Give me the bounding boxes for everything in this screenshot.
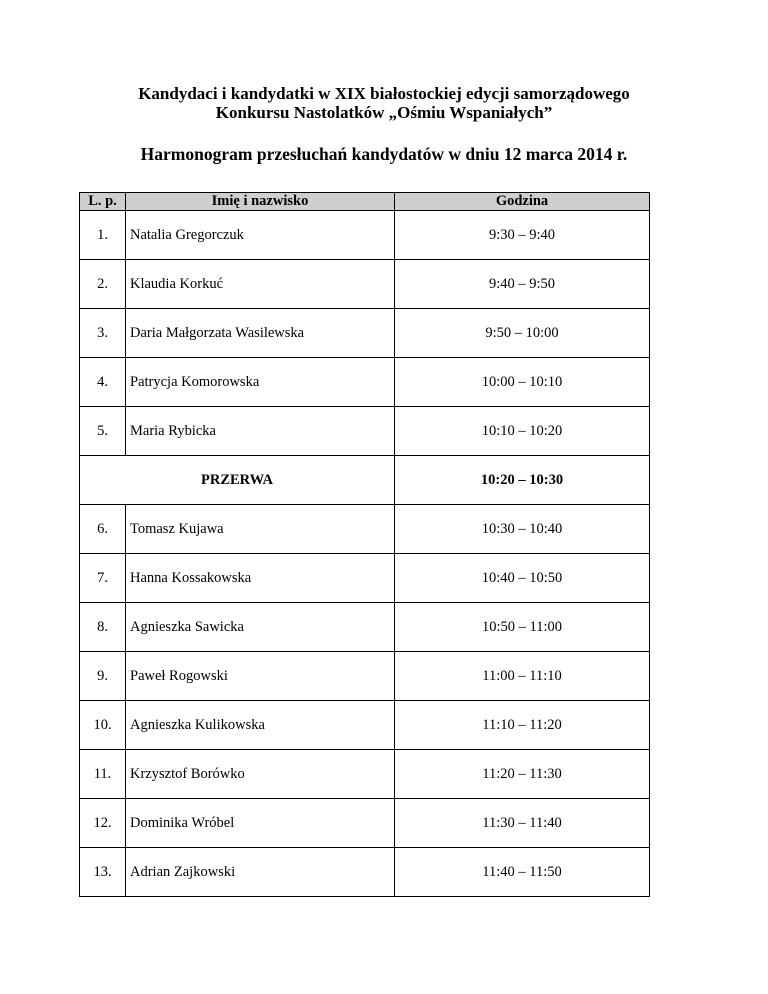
- table-row: [80, 799, 650, 848]
- candidate-name: Krzysztof Borówko: [126, 750, 395, 799]
- row-number: 12.: [80, 799, 126, 848]
- row-number: 3.: [80, 309, 126, 358]
- row-number: 9.: [80, 652, 126, 701]
- candidate-name: Daria Małgorzata Wasilewska: [126, 309, 395, 358]
- header-lp: L. p.: [80, 193, 126, 211]
- header-name: Imię i nazwisko: [126, 193, 395, 211]
- table-row: [80, 309, 650, 358]
- break-label: PRZERWA: [80, 456, 395, 505]
- table-body: [80, 211, 650, 897]
- time-slot: 10:40 – 10:50: [395, 554, 650, 603]
- candidate-name: Maria Rybicka: [126, 407, 395, 456]
- candidate-name: Dominika Wróbel: [126, 799, 395, 848]
- table-row: [80, 358, 650, 407]
- time-slot: 11:30 – 11:40: [395, 799, 650, 848]
- candidate-name: Natalia Gregorczuk: [126, 211, 395, 260]
- candidate-name: Tomasz Kujawa: [126, 505, 395, 554]
- time-slot: 9:50 – 10:00: [395, 309, 650, 358]
- header-time: Godzina: [395, 193, 650, 211]
- document-subtitle: Harmonogram przesłuchań kandydatów w dniu 12 marca 2014 r.: [140, 144, 628, 164]
- row-number: 1.: [80, 211, 126, 260]
- candidate-name: Hanna Kossakowska: [126, 554, 395, 603]
- time-slot: 11:00 – 11:10: [395, 652, 650, 701]
- candidate-name: Patrycja Komorowska: [126, 358, 395, 407]
- candidate-name: Agnieszka Kulikowska: [126, 701, 395, 750]
- candidate-name: Adrian Zajkowski: [126, 848, 395, 897]
- row-number: 5.: [80, 407, 126, 456]
- document-title-line-2: Konkursu Nastolatków „Ośmiu Wspaniałych”: [215, 103, 553, 122]
- table-header: [80, 193, 650, 211]
- row-number: 7.: [80, 554, 126, 603]
- time-slot: 9:30 – 9:40: [395, 211, 650, 260]
- break-row: [80, 456, 650, 505]
- row-number: 13.: [80, 848, 126, 897]
- table-row: [80, 211, 650, 260]
- time-slot: 11:20 – 11:30: [395, 750, 650, 799]
- table-row: [80, 652, 650, 701]
- document-title-line-1: Kandydaci i kandydatki w XIX białostockiej edycji samorządowego: [138, 84, 630, 103]
- candidate-name: Agnieszka Sawicka: [126, 603, 395, 652]
- schedule-table: [79, 192, 650, 897]
- row-number: 11.: [80, 750, 126, 799]
- table-row: [80, 407, 650, 456]
- table-row: [80, 505, 650, 554]
- table-row: [80, 554, 650, 603]
- time-slot: 10:00 – 10:10: [395, 358, 650, 407]
- time-slot: 9:40 – 9:50: [395, 260, 650, 309]
- candidate-name: Klaudia Korkuć: [126, 260, 395, 309]
- table-row: [80, 750, 650, 799]
- row-number: 2.: [80, 260, 126, 309]
- row-number: 8.: [80, 603, 126, 652]
- time-slot: 11:40 – 11:50: [395, 848, 650, 897]
- time-slot: 10:10 – 10:20: [395, 407, 650, 456]
- break-time: 10:20 – 10:30: [395, 456, 650, 505]
- row-number: 10.: [80, 701, 126, 750]
- row-number: 4.: [80, 358, 126, 407]
- candidate-name: Paweł Rogowski: [126, 652, 395, 701]
- row-number: 6.: [80, 505, 126, 554]
- time-slot: 10:30 – 10:40: [395, 505, 650, 554]
- time-slot: 10:50 – 11:00: [395, 603, 650, 652]
- header-row: [80, 193, 650, 211]
- table-row: [80, 848, 650, 897]
- table-row: [80, 701, 650, 750]
- time-slot: 11:10 – 11:20: [395, 701, 650, 750]
- table-row: [80, 603, 650, 652]
- table-row: [80, 260, 650, 309]
